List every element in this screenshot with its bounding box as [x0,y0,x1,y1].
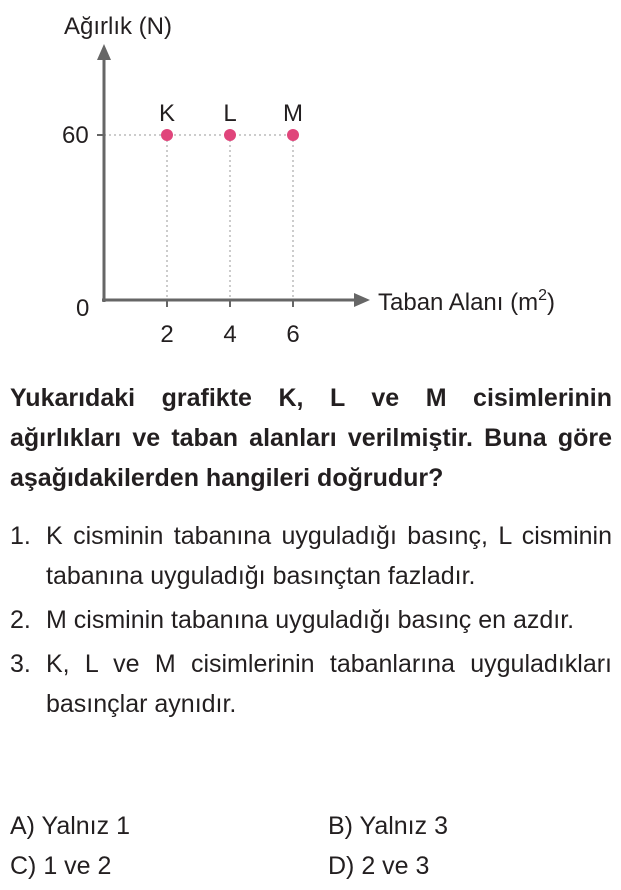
statement-number: 2. [10,606,31,634]
statement-number: 3. [10,650,31,678]
y-axis-label: Ağırlık (N) [64,13,172,40]
statement-3 [10,644,612,724]
option-d[interactable]: D) 2 ve 3 [328,852,430,880]
x-tick-label: 6 [286,321,300,348]
data-point-L [224,129,236,141]
x-axis-arrow-icon [354,293,370,307]
statement-text: M cisminin tabanına uyguladığı basınç en azdır. [46,606,575,634]
point-label-L: L [223,100,237,127]
data-point-M [287,129,299,141]
statement-text: K cisminin tabanına uyguladığı basınç, L cisminin tabanına uyguladığı basınçtan fazladır. [46,522,612,590]
statement-2 [10,600,612,640]
statement-1 [10,516,612,596]
x-tick-label: 4 [223,321,237,348]
statement-number: 1. [10,522,31,550]
question-text: Yukarıdaki grafikte K, L ve M cisimlerinin ağırlıkları ve taban alanları verilmiştir. Buna göre aşağıdakilerden hangileri doğrudur? [10,384,612,492]
option-a[interactable]: A) Yalnız 1 [10,812,130,840]
option-b[interactable]: B) Yalnız 3 [328,812,448,840]
y-tick-label-60: 60 [62,122,89,149]
guide-lines [104,135,293,300]
statement-list [10,516,612,728]
point-label-K: K [158,100,176,127]
option-c[interactable]: C) 1 ve 2 [10,852,112,880]
origin-label: 0 [76,295,90,322]
y-axis-arrow-icon [97,44,111,60]
statement-text: K, L ve M cisimlerinin tabanlarına uyguladıkları basınçlar aynıdır. [46,650,612,718]
point-label-M: M [283,100,303,127]
weight-area-chart [0,0,621,370]
x-axis-label: Taban Alanı $(m^2)$ [378,287,555,316]
chart-marks [159,100,303,348]
data-point-K [161,129,173,141]
x-tick-label: 2 [160,321,174,348]
